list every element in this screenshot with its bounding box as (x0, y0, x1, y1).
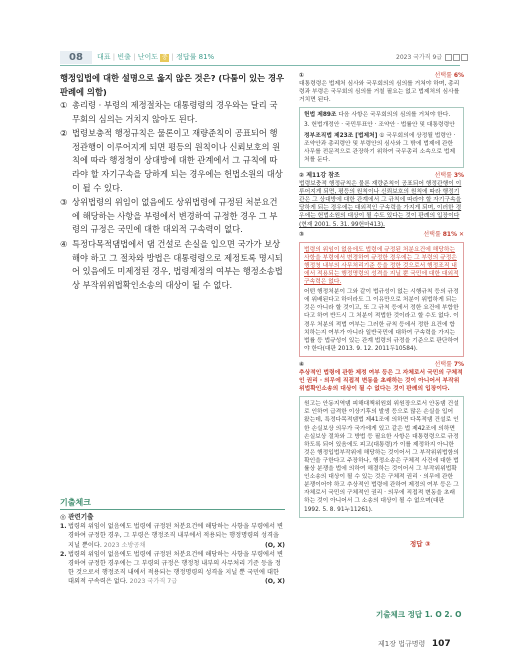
check-box-2[interactable] (453, 54, 460, 61)
section-2-text: 법령보충적 행정규칙은 물론 재량준칙이 공표되어 행정관행이 이루어지게 되면, 평등의 원칙이나 신뢰보호의 원칙에 따라 행정기관은 그 상대방에 대한 관계에서 그 규칙에 따라야 할 자기구속을 당하게 되는 경우에는 대외적인 구속력을 가지게 되며, 이러한 경우에는 헌법소원의 대상이 될 수도 있다는 것이 판례의 입장이다(현재 2001. 5. 31. 99헌마413). (299, 181, 462, 228)
bank-item-2: 2. 법령의 위임이 없음에도 법령에 규정된 처분요건에 해당하는 사항을 부령에서 변경하여 규정한 경우에는 그 부령의 규정은 행정청 내부의 사무처리 기준 등을 정한 것으로서 행정조직 내에서 적용되는 행정명령의 성격을 지닐 뿐 국민에 대한 대외적 구속력은 없다. 2023 국가직 7급 (O, X) (60, 550, 285, 586)
option-4[interactable] (60, 238, 285, 292)
bank-check (60, 513, 285, 587)
exam-source-text: 2023 국가직 9급 (396, 54, 443, 61)
rate-label: 정답률 (176, 53, 197, 61)
question-header (60, 51, 460, 64)
option-number: ④ (60, 238, 68, 249)
option-text: 총리령 · 부령의 제정절차는 대통령령의 경우와는 달리 국무회의 심의는 거치지 않아도 된다. (72, 100, 278, 124)
bank-heading: ◎ 관련기출 (60, 513, 94, 521)
check-box-1[interactable] (445, 54, 452, 61)
exam-source (396, 52, 468, 61)
question-text: 행정입법에 대한 설명으로 옳지 않은 것은? (다툼이 있는 경우 판례에 의함) (60, 73, 285, 97)
ox-marker[interactable]: (O, X) (264, 578, 285, 586)
section-4-box: 원고는 안동지역댐 피해대책위원회 위원장으로서 안동댐 건설로 인하여 급격한 이상기후의 발생 등으로 많은 손실을 입어 왔는데, 특정다목적댐법 제41조에 의하면 다목적댐 건설로 인한 손실보상 의무가 국가에게 있고 같은 법 제42조에 의하면 손실보상 절차와 그 방법 등 필요한 사항은 대통령령으로 규정하도록 되어 있음에도 피고(대통령)가 이를 제정하지 아니한 것은 행정입법부작위에 해당하는 것이어서 그 부작위위법함의 확인을 구한다고 주장하나, 행정소송은 구체적 사건에 대한 법률상 분쟁을 법에 의하여 해결하는 것이어서 그 부작위위법확인소송의 대상이 될 수 있는 것은 구체적 권리 · 의무에 관한 분쟁이어야 하고 추상적인 법령에 관하여 제정의 여부 등은 그 자체로서 국민의 구체적인 권리 · 의무에 직접적 변동을 초래하는 것이 아니어서 그 소송의 대상이 될 수 없으며(대판 1992. 5. 8. 91누11261). (299, 396, 464, 517)
option-3[interactable] (60, 196, 285, 237)
category-tag: 대표 (97, 53, 111, 61)
bank-check-divider (60, 509, 285, 510)
section-3-header: ③ 선택률 81% ✕ (299, 230, 464, 238)
section-3-box: 법령의 위임이 없음에도 법령에 규정된 처분요건에 해당하는 사항을 부령에서 변경하여 규정한 경우에는 그 부령의 규정은 행정청 내부의 사무처리기준 등을 정한 것으로서 행정조직 내에서 적용되는 행정명령의 성격을 지닐 뿐 국민에 대한 대외적 구속력은 없다. 어떤 행정처분이 그와 같이 법규성이 없는 시행규칙 등의 규정에 위배된다고 하더라도 그 이유만으로 처분이 위법하게 되는 것은 아니라 할 것이고, 또 그 규칙 등에서 정한 요건에 부합한다고 하여 반드시 그 처분이 적법한 것이라고 할 수도 없다. 이 경우 처분의 적법 여부는 그러한 규칙 등에서 정한 요건에 합치하는지 여부가 아니라 일반국민에 대하여 구속력을 가지는 법률 등 법규성이 있는 관계 법령의 규정을 기준으로 판단하여야 한다(대판 2013. 9. 12. 2011두10584). (299, 242, 464, 357)
page-footer (378, 639, 451, 649)
header-divider (60, 65, 460, 66)
option-1[interactable] (60, 99, 285, 126)
option-text: 특정다목적댐법에서 댐 건설로 손실을 입으면 국가가 보상해야 하고 그 절차와 방법은 대통령령으로 제정토록 명시되어 있음에도 미제정된 경우, 법령제정의 여부는 행정소송법상 부작위위법확인소송의 대상이 될 수 없다. (72, 238, 283, 290)
option-list (60, 99, 285, 293)
bank-item-1: 1. 법령의 위임이 없음에도 법령에 규정된 처분요건에 해당하는 사항을 부령에서 변경하여 규정한 경우, 그 부령은 행정조직 내부에서 적용되는 행정명령의 성격을 지닐 뿐이다. 2023 소방공채 (O, X) (60, 523, 285, 549)
option-text: 상위법령의 위임이 없음에도 상위법령에 규정된 처분요건에 해당하는 사항을 부령에서 변경하여 규정한 경우 그 부령의 규정은 국민에 대한 대외적 구속력이 없다. (72, 197, 278, 235)
answer-explanation (299, 72, 464, 522)
rate-value: 81% (198, 53, 215, 61)
section-1-text: 대통령령은 법제처 심사와 국무회의의 심의를 거쳐야 하며, 총리령과 부령은 국무회의 심의를 거칠 필요는 없고 법제처의 심사를 거치면 된다. (299, 81, 460, 104)
option-2[interactable] (60, 127, 285, 195)
option-number: ① (60, 100, 68, 110)
frequency-tag: 빈출 (117, 53, 131, 61)
question-number: 08 (60, 51, 92, 64)
answer: 정답 ③ (410, 540, 431, 548)
option-text: 법령보충적 행정규칙은 물론이고 재량준칙이 공표되어 행정관행이 이루어지게 되면 평등의 원칙이나 신뢰보호의 원칙에 따라 행정청이 상대방에 대한 관계에서 그 규칙에 따라야 할 자기구속을 당하게 되는 경우에는 헌법소원의 대상이 될 수 있다. (72, 128, 283, 193)
difficulty-label: 난이도 (137, 53, 159, 61)
section-1-header: ① 선택률 6% (299, 72, 464, 79)
ox-marker[interactable]: (O, X) (264, 541, 285, 549)
check-box-3[interactable] (461, 54, 468, 61)
chapter-title: 제1장 법규명령 (378, 640, 426, 648)
page-number: 107 (431, 639, 451, 649)
option-number: ② (60, 128, 68, 139)
difficulty-badge: 중 (161, 54, 168, 61)
section-2-header: ② 제11강 참조 선택률 3% (299, 171, 464, 179)
section-4-header: ④ 선택률 7% (299, 360, 464, 368)
bank-check-title: 기출체크 (60, 498, 91, 507)
question-meta: 대표 | 빈출 | 난이도 중 | 정답률 81% (97, 53, 215, 61)
law-box: 헌법 제89조 다음 사항은 국무회의의 심의를 거쳐야 한다. 3. 헌법개정안 · 국민투표안 · 조약안 · 법률안 및 대통령령안 정부조직법 제23조 [법제처] ① 국무회의에 상정될 법령안 · 조약안과 총리령안 및 부령안의 심사와 그 밖에 법제에 관한 사무를 전문적으로 관장하기 위하여 국무총리 소속으로 법제처를 둔다. (299, 107, 464, 168)
bank-check-answer: 기출체크 정답 1. O 2. O (376, 610, 462, 619)
option-number: ③ (60, 197, 68, 208)
section-4-lead: 추상적인 법령에 관한 제정 여부 등은 그 자체로서 국민의 구체적인 권리 · 의무에 직접적 변동을 초래하는 것이 아니어서 부작위위법확인소송의 대상이 될 수 없다는 것이 판례의 입장이다. (299, 370, 463, 393)
